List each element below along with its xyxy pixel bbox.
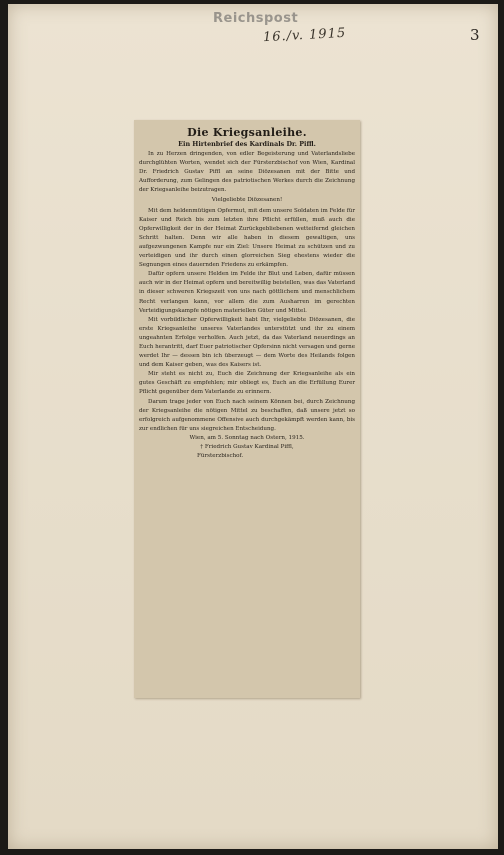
body-paragraph: Mit vorbildlicher Opferwilligkeit habt Ihr, vielgeliebte Diözesanen, die erste Kriegsanleihe unseres Vaterlandes unterstützt und ihr zu einem ungeahnten Erfolge verholfen. Auch jetzt, da das Vaterland neuerdings an Euch herantritt, darf Euer patriotischer Opfersinn nicht versagen und gerne werdet Ihr — dessen bin ich überzeugt — dem Worte des Heilands folgen und dem Kaiser geben, was des Kaisers ist. bbox=[139, 316, 355, 369]
clipping-subtitle: Ein Hirtenbrief des Kardinals Dr. Piffl. bbox=[178, 140, 316, 148]
clipping-title: Die Kriegsanleihe. bbox=[187, 126, 307, 139]
signature-title: Fürsterzbischof. bbox=[197, 453, 244, 460]
intro-paragraph: In zu Herzen dringenden, von edler Begeisterung und Vaterlandsliebe durchglühten Worten, wendet sich der Fürsterzbischof von Wien, Kardinal Dr. Friedrich Gustav Piffl an seine Diözesanen mit der Bitte und Aufforderung, zum Gelingen des patriotischen Werkes durch die Zeichnung der Kriegsanleihe beizutragen. bbox=[139, 151, 355, 194]
handwritten-date: 16./v. 1915 bbox=[262, 25, 347, 46]
body-paragraph: Mit dem heldenmütigen Opfermut, mit dem unsere Soldaten im Felde für Kaiser und Reich bis zum letzten ihre Pflicht erfüllen, muß auch die Opferwilligkeit der in der Heimat Zurückgebliebenen wetteifernd gleichen Schritt halten. Denn wir alle haben in diesem gewaltigen, uns aufgezwungenen Kampfe nur ein Ziel: Unsere Heimat zu schützen und zu verteidigen und ihr durch einen glorreichen Sieg ehestens wieder die Segnungen eines dauernden Friedens zu erkämpfen. bbox=[139, 207, 355, 269]
newspaper-stamp: Reichspost bbox=[213, 11, 299, 26]
body-paragraph: Darum trage jeder von Euch nach seinem Können bei, durch Zeichnung der Kriegsanleihe die nötigen Mittel zu beschaffen, daß unsere jetzt so erfolgreich aufgenommene Offensive auch durchgekämpft werden kann, bis zur endlichen für uns siegreichen Entscheidung. bbox=[139, 398, 355, 432]
archive-sheet bbox=[8, 4, 498, 849]
place-date: Wien, am 5. Sonntag nach Ostern, 1915. bbox=[189, 434, 305, 441]
salutation: Vielgeliebte Diözesanen! bbox=[211, 197, 283, 204]
page-number: 3 bbox=[470, 26, 480, 44]
newspaper-clipping bbox=[134, 120, 360, 698]
signature: † Friedrich Gustav Kardinal Piffl, bbox=[200, 444, 294, 450]
body-paragraph: Mir steht es nicht zu, Euch die Zeichnung der Kriegsanleihe als ein gutes Geschäft zu empfehlen; mir obliegt es, Euch an die Erfüllung Eurer Pflicht gegenüber dem Vaterlande zu erinnern. bbox=[139, 371, 355, 396]
body-paragraph: Dafür opfern unsere Helden im Felde ihr Blut und Leben, dafür müssen auch wir in der Heimat opfern und bereitwillig beistellen, was das Vaterland in dieser schweren Kriegszeit von uns nach göttlichem und menschlichem Recht verlangen kann, vor allem die zum Ausharren im gerechten Verteidigungskampfe nötigen materiellen Güter und Mittel. bbox=[139, 271, 355, 314]
